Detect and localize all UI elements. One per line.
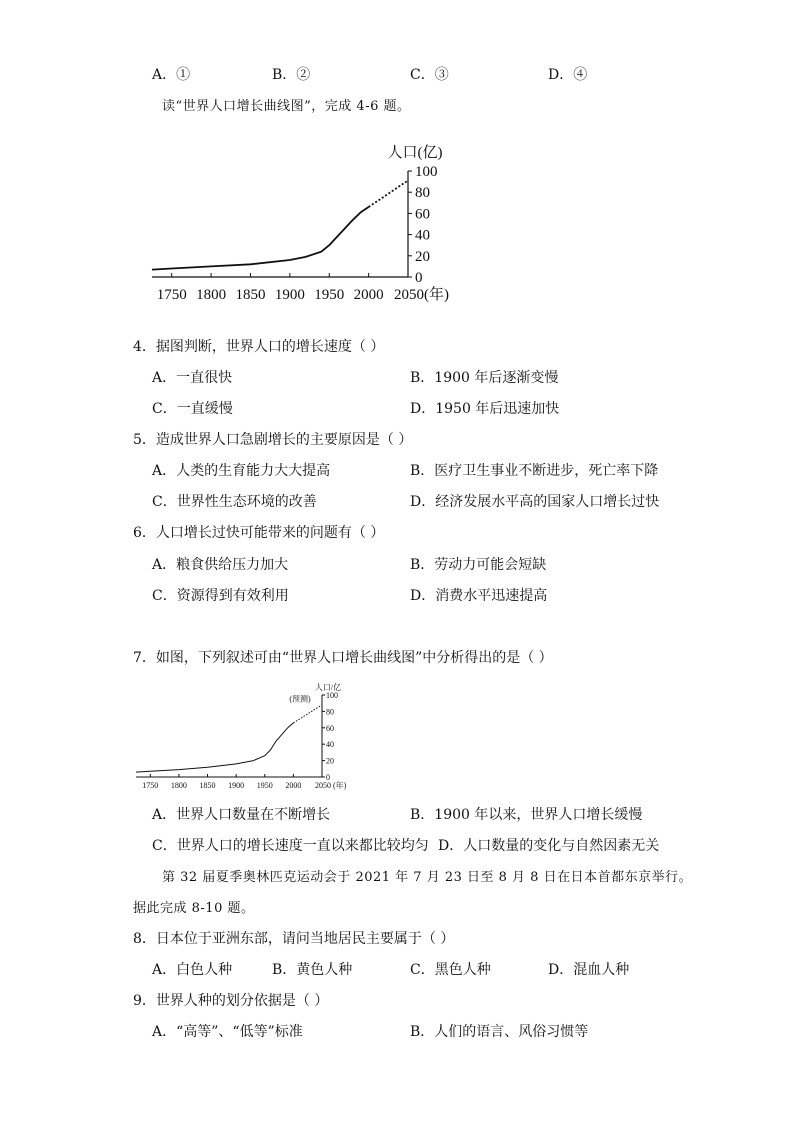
q9-option-a: A．“高等”、“低等”标准 <box>152 1024 303 1040</box>
q6-option-c: C．资源得到有效利用 <box>152 588 289 604</box>
q4-option-b: B．1900 年后逐渐变慢 <box>410 370 559 386</box>
y-tick-label: 40 <box>326 740 334 750</box>
q5-option-b: B．医疗卫生事业不断进步，死亡率下降 <box>410 463 659 479</box>
y-tick-label: 60 <box>415 206 430 223</box>
y-tick-label: 60 <box>326 723 334 733</box>
x-tick-label: 1900 <box>228 781 245 790</box>
world-population-chart <box>140 138 470 308</box>
y-tick-label: 0 <box>326 773 330 782</box>
q6-option-b: B．劳动力可能会短缺 <box>410 557 547 573</box>
q4-option-d: D．1950 年后迅速加快 <box>410 401 560 417</box>
forecast-annotation: (预测) <box>289 694 311 704</box>
y-tick-label: 40 <box>415 227 430 244</box>
y-axis-label: 人口(亿) <box>387 145 443 161</box>
x-axis-label: (年) <box>333 781 347 790</box>
q4-stem: 4．据图判断，世界人口的增长速度（ ） <box>133 339 385 355</box>
y-tick-label: 0 <box>415 270 423 286</box>
q5-option-a: A．人类的生育能力大大提高 <box>152 463 331 479</box>
q4-option-c: C．一直缓慢 <box>152 401 233 417</box>
q3-option-d: D．④ <box>548 67 588 83</box>
intro-text-8-10-line2: 据此完成 8-10 题。 <box>133 901 255 916</box>
q8-stem: 8．日本位于亚洲东部，请问当地居民主要属于（ ） <box>133 931 455 947</box>
actual-population-line <box>152 207 369 270</box>
q7-option-b: B．1900 年以来，世界人口增长缓慢 <box>410 807 643 823</box>
y-tick-label: 80 <box>415 185 430 202</box>
q6-option-a: A．粮食供给压力加大 <box>152 557 289 573</box>
intro-text-8-10-line1: 第 32 届夏季奥林匹克运动会于 2021 年 7 月 23 日至 8 月 8 日在日本首都东京举行。 <box>162 870 693 885</box>
q7-option-a: A．世界人口数量在不断增长 <box>152 807 331 823</box>
y-tick-label: 20 <box>326 756 334 766</box>
x-tick-label: 1800 <box>170 781 187 790</box>
q9-option-b: B．人们的语言、风俗习惯等 <box>410 1024 589 1040</box>
x-tick-label: 1800 <box>196 287 227 303</box>
actual-population-line <box>136 723 293 772</box>
projected-population-line <box>293 705 322 723</box>
x-tick-label: 1750 <box>156 287 187 303</box>
q5-option-c: C．世界性生态环境的改善 <box>152 494 317 510</box>
q3-option-a: A．① <box>152 67 191 83</box>
y-tick-label: 20 <box>415 248 430 265</box>
q7-option-d: D．人口数量的变化与自然因素无关 <box>438 838 660 854</box>
x-tick-label: 1900 <box>274 287 305 303</box>
x-tick-label: 1950 <box>314 287 345 303</box>
q8-option-d: D．混血人种 <box>548 962 630 978</box>
q8-option-c: C．黑色人种 <box>410 962 491 978</box>
y-tick-label: 80 <box>326 707 334 717</box>
q6-option-d: D．消费水平迅速提高 <box>410 588 548 604</box>
projected-population-line <box>369 181 408 208</box>
q6-stem: 6．人口增长过快可能带来的问题有（ ） <box>133 525 385 541</box>
q8-option-a: A．白色人种 <box>152 962 233 978</box>
y-axis-label: 人口/亿 <box>314 683 342 692</box>
x-tick-label: 2000 <box>353 287 384 303</box>
x-tick-label: 2050 <box>315 781 331 790</box>
q7-option-c: C．世界人口的增长速度一直以来都比较均匀 <box>152 838 429 854</box>
q9-stem: 9．世界人种的划分依据是（ ） <box>133 993 329 1009</box>
y-tick-label: 100 <box>326 691 338 700</box>
x-tick-label: 2050(年) <box>394 287 449 303</box>
q3-option-b: B．② <box>272 67 311 83</box>
y-tick-label: 100 <box>415 164 438 180</box>
q3-option-c: C．③ <box>410 67 449 83</box>
x-tick-label: 1850 <box>235 287 266 303</box>
intro-text-4-6: 读“世界人口增长曲线图”，完成 4-6 题。 <box>162 99 411 114</box>
world-population-chart-small <box>132 678 362 796</box>
x-tick-label: 1750 <box>142 781 159 790</box>
x-tick-label: 2000 <box>285 781 302 790</box>
q4-option-a: A．一直很快 <box>152 370 233 386</box>
x-tick-label: 1850 <box>199 781 216 790</box>
x-tick-label: 1950 <box>256 781 273 790</box>
q5-option-d: D．经济发展水平高的国家人口增长过快 <box>410 494 660 510</box>
q7-stem: 7．如图，下列叙述可由“世界人口增长曲线图”中分析得出的是（ ） <box>133 650 553 666</box>
q5-stem: 5．造成世界人口急剧增长的主要原因是（ ） <box>133 432 413 448</box>
q8-option-b: B．黄色人种 <box>272 962 353 978</box>
